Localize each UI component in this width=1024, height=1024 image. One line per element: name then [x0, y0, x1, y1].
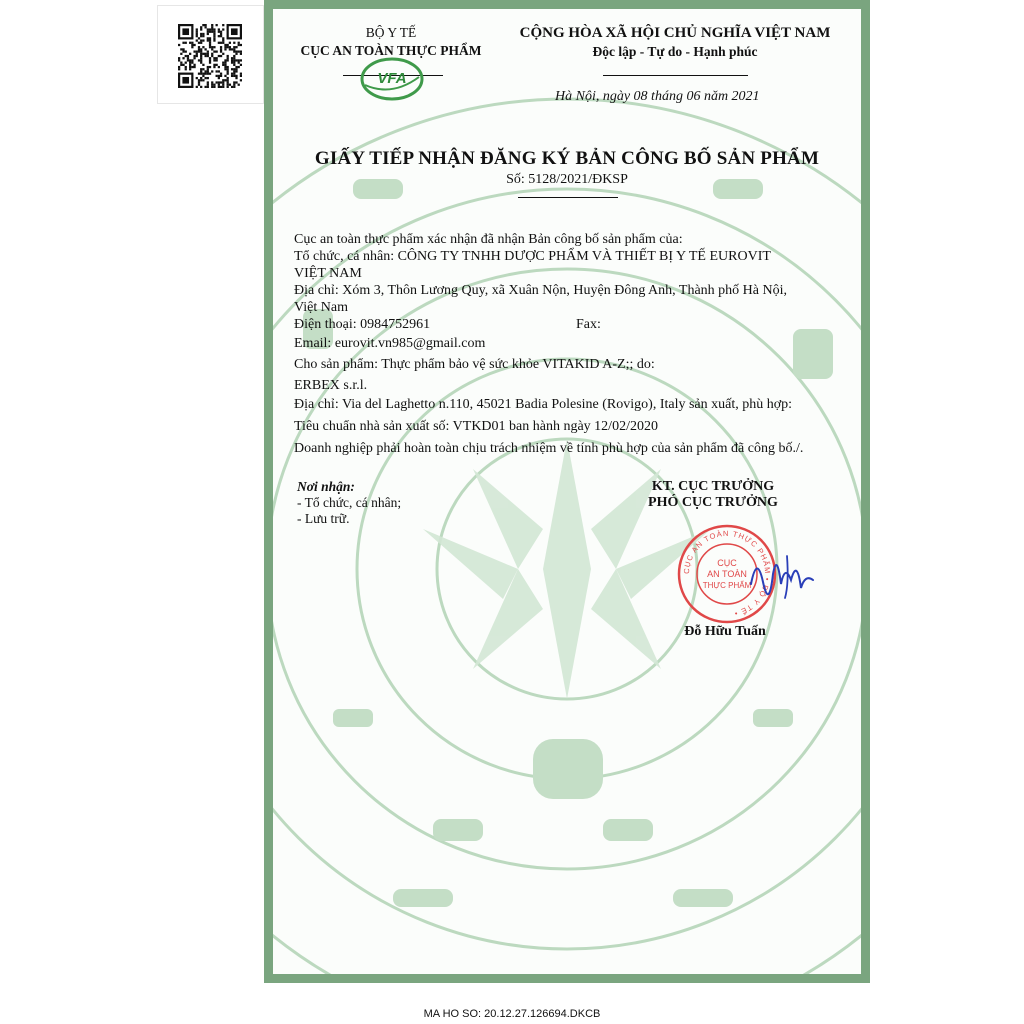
qr-code-card — [157, 5, 264, 104]
signer-name: Đỗ Hữu Tuấn — [684, 624, 766, 639]
manufacturer-address-line: Địa chỉ: Via del Laghetto n.110, 45021 Badia Polesine (Rovigo), Italy sản xuất, phù hợp: — [294, 397, 793, 412]
signature-title — [613, 479, 813, 511]
recipients-heading: Nơi nhận: — [297, 479, 355, 494]
vfa-logo-text: VFA — [377, 70, 407, 87]
stamp-text-line2: AN TOÀN — [707, 569, 747, 579]
signature-title-line2: PHÓ CỤC TRƯỞNG — [648, 495, 778, 510]
stamp-text-line1: CỤC — [717, 558, 737, 568]
recipient-item: - Tổ chức, cá nhân; — [297, 495, 402, 510]
recipient-item: - Lưu trữ. — [297, 511, 350, 526]
header-right-rule — [603, 75, 748, 76]
phone-text: Điện thoại: 0984752961 — [294, 317, 431, 332]
handwritten-signature — [743, 544, 823, 604]
certificate — [264, 0, 870, 983]
product-line: Cho sản phẩm: Thực phẩm bảo vệ sức khỏe VITAKID A-Z;; do: — [294, 357, 655, 372]
country-name: CỘNG HÒA XÃ HỘI CHỦ NGHĨA VIỆT NAM — [519, 25, 831, 41]
recipients — [297, 479, 401, 527]
phone-fax-line — [294, 316, 854, 333]
stamp-text-line3: THỰC PHẨM — [702, 581, 752, 590]
manufacturer-line: ERBEX s.r.l. — [294, 378, 368, 393]
responsibility-line: Doanh nghiệp phải hoàn toàn chịu trách nhiệm về tính phù hợp của sản phẩm đã công bố./. — [294, 441, 804, 456]
standard-line: Tiêu chuẩn nhà sản xuất số: VTKD01 ban hành ngày 12/02/2020 — [294, 419, 658, 434]
stamp-ring-text: CỤC AN TOÀN THỰC PHẨM • BỘ Y TẾ • — [681, 528, 773, 619]
issue-date: Hà Nội, ngày 08 tháng 06 năm 2021 — [555, 89, 760, 104]
country-motto: Độc lập - Tự do - Hạnh phúc — [592, 44, 758, 59]
vfa-logo — [359, 55, 425, 101]
document-title: GIẤY TIẾP NHẬN ĐĂNG KÝ BẢN CÔNG BỐ SẢN PHẨM — [314, 148, 820, 169]
organization-line-cont: VIỆT NAM — [294, 266, 362, 281]
organization-line: Tổ chức, cá nhân: CÔNG TY TNHH DƯỢC PHẨM VÀ THIẾT BỊ Y TẾ EUROVIT — [294, 249, 771, 264]
document-body — [294, 231, 854, 457]
national-header — [505, 24, 845, 61]
fax-text: Fax: — [576, 317, 601, 332]
department-name: CỤC AN TOÀN THỰC PHẨM — [300, 43, 482, 58]
title-rule — [518, 197, 618, 198]
ministry-name: BỘ Y TẾ — [365, 25, 417, 40]
dossier-code: MA HO SO: 20.12.27.126694.DKCB — [423, 1008, 601, 1020]
document-number: Số: 5128/2021/ĐKSP — [506, 172, 628, 187]
address-line: Địa chỉ: Xóm 3, Thôn Lương Quy, xã Xuân Nộn, Huyện Đông Anh, Thành phố Hà Nội, — [294, 283, 788, 298]
intro-line: Cục an toàn thực phẩm xác nhận đã nhận Bản công bố sản phẩm của: — [294, 232, 683, 247]
email-line: Email: eurovit.vn985@gmail.com — [294, 336, 486, 351]
qr-code — [178, 24, 242, 88]
signature-title-line1: KT. CỤC TRƯỞNG — [651, 479, 775, 494]
address-line-cont: Việt Nam — [294, 300, 348, 315]
